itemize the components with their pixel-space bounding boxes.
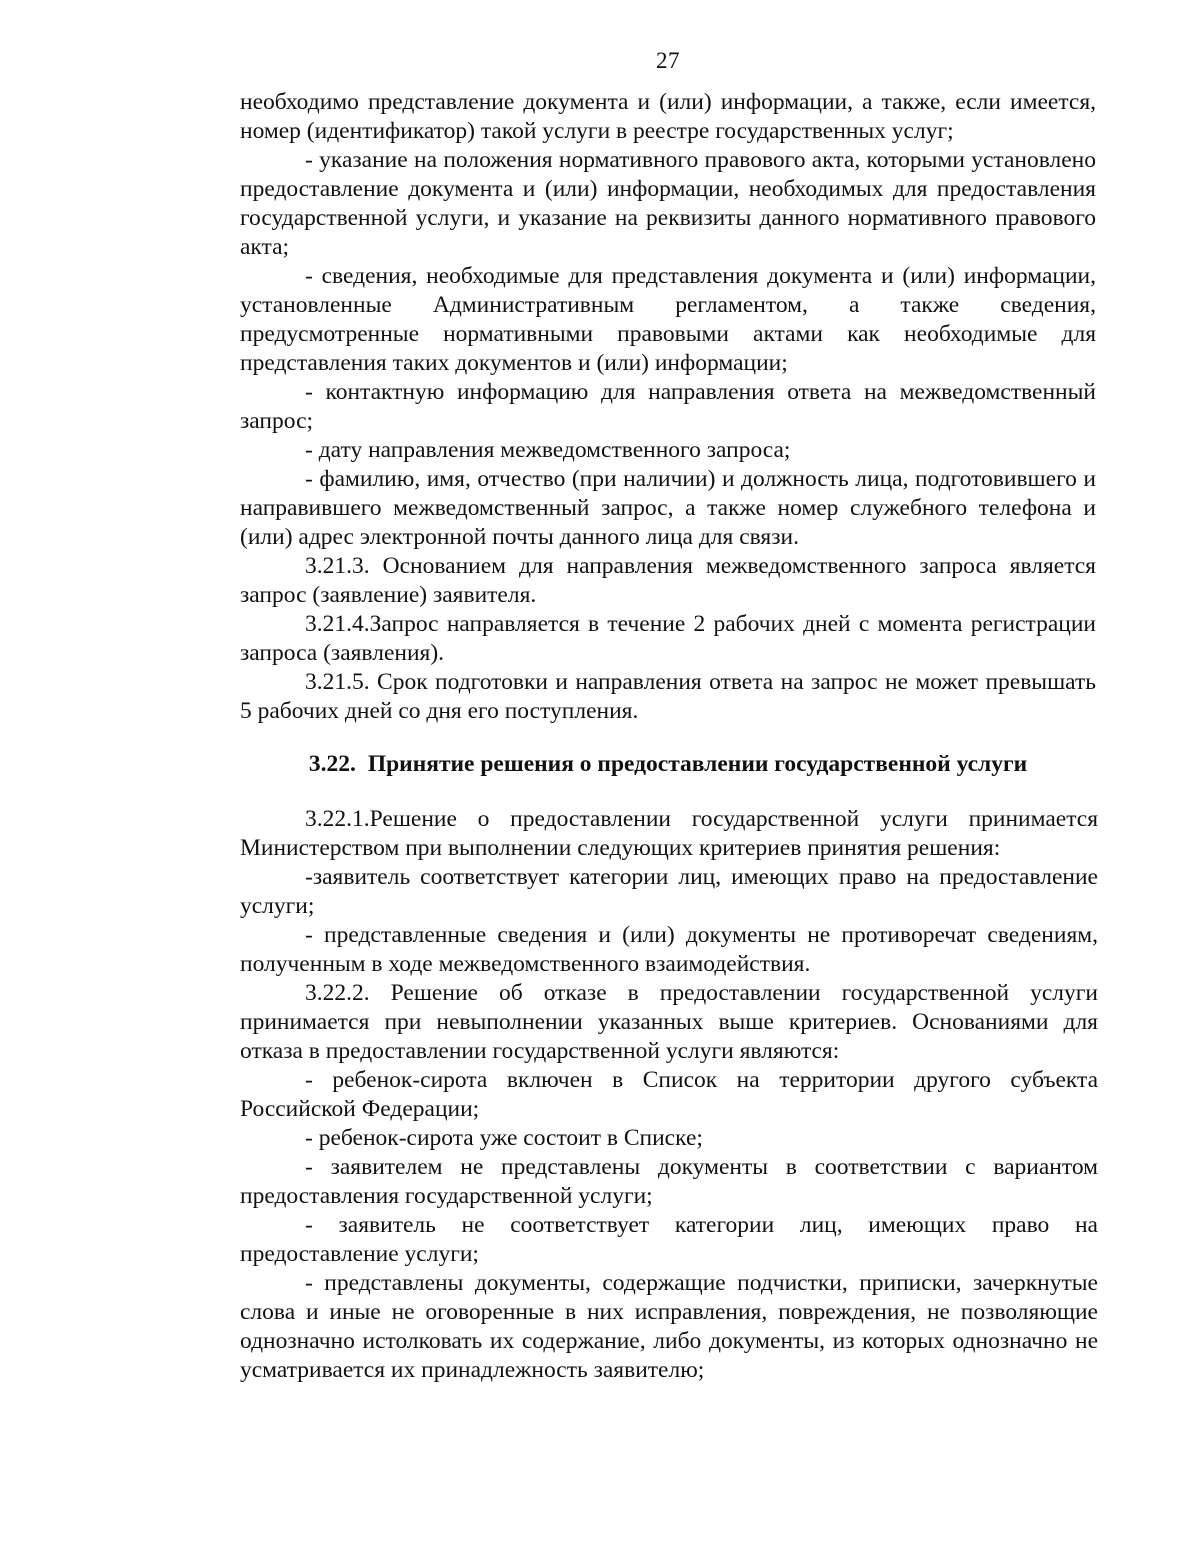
list-item: - указание на положения нормативного правового акта, которыми установлено предоставление документа и (или) информации, необходимых для предоставления государственной услуги, и указание на реквизиты данного нормативного правового акта; [240,147,1096,260]
list-item: -заявитель соответствует категории лиц, имеющих право на предоставление услуги; [240,864,1098,919]
section-heading [240,750,1096,779]
clause-3-21-3: 3.21.3. Основанием для направления межведомственного запроса является запрос (заявление) заявителя. [240,553,1096,608]
list-item: - дату направления межведомственного запроса; [305,437,791,463]
list-item: - представлены документы, содержащие подчистки, приписки, зачеркнутые слова и иные не оговоренные в них исправления, повреждения, не позволяющие однозначно истолковать их содержание, либо документы, из которых однозначно не усматривается их принадлежность заявителю; [240,1270,1098,1383]
list-item: - заявитель не соответствует категории лиц, имеющих право на предоставление услуги; [240,1212,1098,1267]
list-item: - ребенок-сирота уже состоит в Списке; [305,1125,703,1151]
section-heading-title: Принятие решения о предоставлении государственной услуги [367,751,1028,777]
section-3-22 [240,805,1098,1385]
clause-3-22-2: 3.22.2. Решение об отказе в предоставлении государственной услуги принимается при невыполнении указанных выше критериев. Основаниями для отказа в предоставлении государственной услуги являются: [240,980,1098,1064]
section-heading-number: 3.22. [308,751,356,777]
list-item: - фамилию, имя, отчество (при наличии) и должность лица, подготовившего и направившего межведомственный запрос, а также номер служебного телефона и (или) адрес электронной почты данного лица для связи. [240,466,1096,550]
clause-3-21-4: 3.21.4.Запрос направляется в течение 2 рабочих дней с момента регистрации запроса (заявления). [240,611,1096,666]
clause-3-22-1: 3.22.1.Решение о предоставлении государственной услуги принимается Министерством при выполнении следующих критериев принятия решения: [240,806,1098,861]
list-item: - представленные сведения и (или) документы не противоречат сведениям, полученным в ходе межведомственного взаимодействия. [240,922,1098,977]
list-item: - заявителем не представлены документы в соответствии с вариантом предоставления государственной услуги; [240,1154,1098,1209]
section-3-21-continuation [240,88,1096,726]
paragraph: необходимо представление документа и (или) информации, а также, если имеется, номер (идентификатор) такой услуги в реестре государственных услуг; [240,89,1096,144]
list-item: - контактную информацию для направления ответа на межведомственный запрос; [240,379,1096,434]
list-item: - сведения, необходимые для представления документа и (или) информации, установленные Административным регламентом, а также сведения, предусмотренные нормативными правовыми актами как необходимые для представления таких документов и (или) информации; [240,263,1096,376]
clause-3-21-5: 3.21.5. Срок подготовки и направления ответа на запрос не может превышать 5 рабочих дней со дня его поступления. [240,669,1096,724]
page-number: 27 [656,48,680,73]
list-item: - ребенок-сирота включен в Список на территории другого субъекта Российской Федерации; [240,1067,1098,1122]
